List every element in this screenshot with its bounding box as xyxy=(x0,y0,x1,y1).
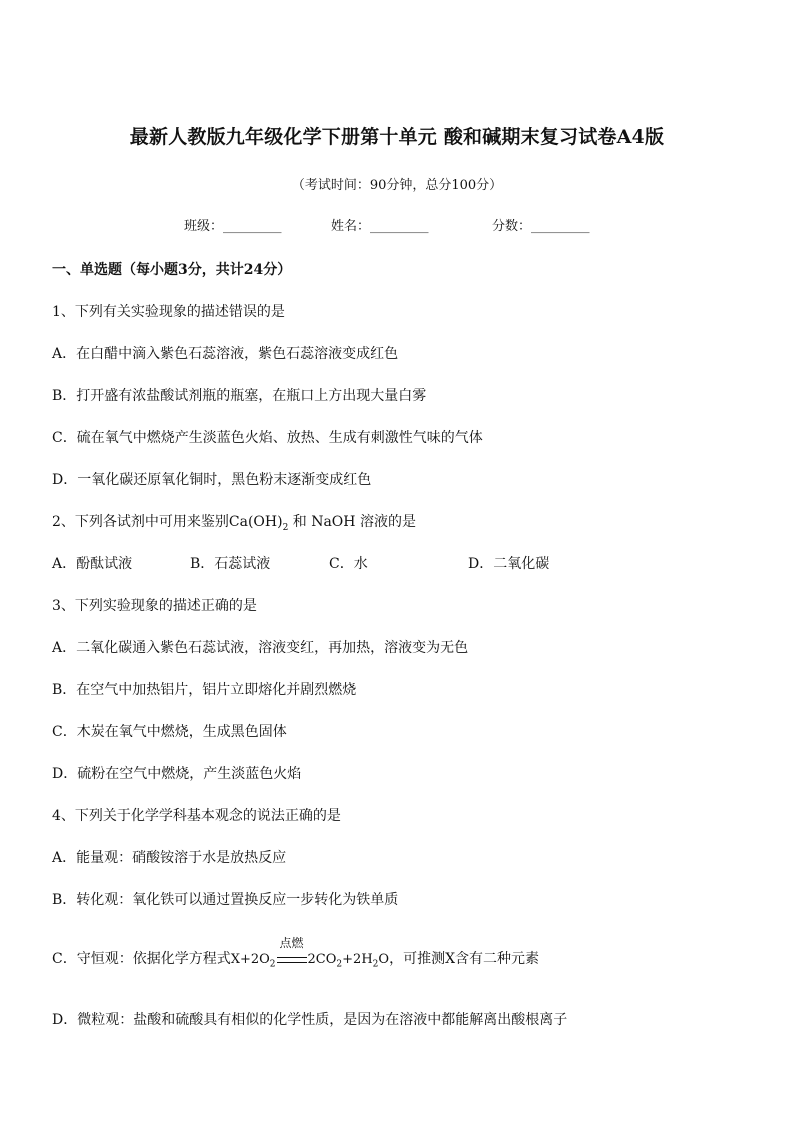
question-2-option-d: D．二氧化碳 xyxy=(468,556,550,572)
question-4-option-c-lead: C．守恒观：依据化学方程式 xyxy=(52,951,231,967)
question-4-option-a: A．能量观：硝酸铵溶于水是放热反应 xyxy=(52,850,287,866)
equation-product-1-subscript: 2 xyxy=(336,959,343,970)
equation-sign xyxy=(277,957,307,963)
question-1-option-b: B．打开盛有浓盐酸试剂瓶的瓶塞，在瓶口上方出现大量白雾 xyxy=(52,388,427,404)
question-4-stem: 4、下列关于化学学科基本观念的说法正确的是 xyxy=(52,808,341,824)
question-2-option-a: A．酚酞试液 xyxy=(52,556,133,572)
chemical-equation xyxy=(230,936,390,970)
question-2-option-b: B．石蕊试液 xyxy=(190,556,271,572)
question-3-stem: 3、下列实验现象的描述正确的是 xyxy=(52,598,257,614)
question-3-option-a: A．二氧化碳通入紫色石蕊试液，溶液变红，再加热，溶液变为无色 xyxy=(52,640,469,656)
equation-reactant-subscript: 2 xyxy=(269,959,276,970)
reaction-condition xyxy=(276,936,308,967)
question-2-stem-tail: 和 NaOH 溶液的是 xyxy=(288,514,416,530)
question-4-option-c xyxy=(52,936,540,970)
question-3-option-c: C．木炭在氧气中燃烧，生成黑色固体 xyxy=(52,724,287,740)
question-1-option-a: A．在白醋中滴入紫色石蕊溶液，紫色石蕊溶液变成红色 xyxy=(52,346,399,362)
question-2-option-c: C．水 xyxy=(329,556,368,572)
equation-product-1: 2CO xyxy=(307,952,337,967)
question-3-option-b: B．在空气中加热铝片，铝片立即熔化并剧烈燃烧 xyxy=(52,682,357,698)
equation-product-2-tail: O xyxy=(378,952,390,967)
name-field: 姓名：_________ xyxy=(331,219,429,234)
score-field: 分数：_________ xyxy=(492,219,590,234)
question-4-option-c-tail: ，可推测X含有二种元素 xyxy=(389,951,540,967)
equation-product-2-subscript: 2 xyxy=(372,959,379,970)
question-1-option-c: C．硫在氧气中燃烧产生淡蓝色火焰、放热、生成有刺激性气味的气体 xyxy=(52,430,483,446)
section-heading: 一、单选题（每小题3分，共计24分） xyxy=(52,262,292,278)
question-4-option-b: B．转化观：氧化铁可以通过置换反应一步转化为铁单质 xyxy=(52,892,399,908)
question-1-option-d: D．一氧化碳还原氧化铜时，黑色粉末逐渐变成红色 xyxy=(52,472,372,488)
reaction-condition-label: 点燃 xyxy=(279,936,304,950)
question-4-option-d: D．微粒观：盐酸和硫酸具有相似的化学性质，是因为在溶液中都能解离出酸根离子 xyxy=(52,1012,568,1028)
equation-reactants: X+2O xyxy=(230,952,270,967)
question-2-stem-text: 2、下列各试剂中可用来鉴别Ca(OH) xyxy=(52,514,283,530)
question-2-stem-subscript: 2 xyxy=(282,522,289,533)
page-title: 最新人教版九年级化学下册第十单元 酸和碱期末复习试卷A4版 xyxy=(129,126,665,148)
question-1-stem: 1、下列有关实验现象的描述错误的是 xyxy=(52,304,285,320)
class-field: 班级：_________ xyxy=(184,219,282,234)
equation-product-2: +2H xyxy=(342,952,373,967)
question-2-stem xyxy=(52,511,416,533)
question-3-option-d: D．硫粉在空气中燃烧，产生淡蓝色火焰 xyxy=(52,766,302,782)
exam-info: （考试时间：90分钟，总分100分） xyxy=(291,178,503,193)
